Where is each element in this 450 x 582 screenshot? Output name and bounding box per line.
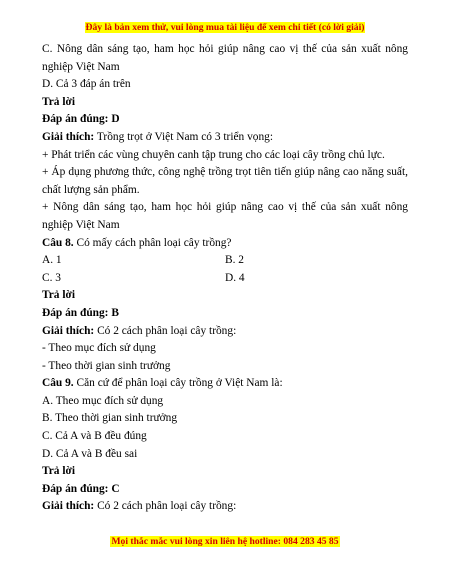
question-8-label: Câu 8. [42,236,74,249]
prev-point-1: + Phát triển các vùng chuyên canh tập trung cho các loại cây trồng chủ lực. [42,148,385,161]
q8-point-1: - Theo mục đích sử dụng [42,342,156,355]
q8-options-row-1 [42,252,408,270]
explanation-label: Giải thích: [42,500,95,513]
q8-answer-heading: Trả lời [42,289,75,302]
q9-explanation [42,498,408,516]
question-9-text: Căn cứ để phân loại cây trồng ở Việt Nam là: [73,377,283,390]
q9-option-a: A. Theo mục đích sử dụng [42,394,164,407]
question-8 [42,235,408,253]
prev-point-2: + Áp dụng phương thức, công nghệ trồng trọt tiên tiến giúp nâng cao năng suất, chất lượng sản phẩm. [42,166,408,196]
preview-notice-text: Đây là bản xem thử, vui lòng mua tài liệu để xem chi tiết (có lời giải) [85,22,365,33]
prev-correct-answer: Đáp án đúng: D [42,113,120,126]
q8-options-row-2 [42,270,408,288]
question-9 [42,375,408,393]
prev-point-3: + Nông dân sáng tạo, ham học hỏi giúp nâng cao vị thế của sản xuất nông nghiệp Việt Nam [42,201,408,231]
q9-option-c: C. Cả A và B đều đúng [42,430,147,443]
q9-answer-heading: Trả lời [42,465,75,478]
explanation-text: Có 2 cách phân loại cây trồng: [94,324,237,337]
hotline-text: Mọi thắc mắc vui lòng xin liên hệ hotline: 084 283 45 85 [111,536,339,547]
q8-option-b: B. 2 [225,254,244,267]
question-9-label: Câu 9. [42,377,74,390]
explanation-text: Có 2 cách phân loại cây trồng: [94,500,237,513]
hotline-footer-banner [0,536,450,547]
q8-option-d: D. 4 [225,271,245,284]
prev-answer-heading: Trả lời [42,95,75,108]
q8-option-a: A. 1 [42,254,62,267]
q8-option-c: C. 3 [42,271,61,284]
q8-point-2: - Theo thời gian sinh trưởng [42,359,171,372]
prev-option-c: C. Nông dân sáng tạo, ham học hỏi giúp nâng cao vị thế của sản xuất nông nghiệp Việt Nam [42,43,408,73]
prev-option-d: D. Cả 3 đáp án trên [42,78,131,91]
preview-notice-banner [0,22,450,33]
question-8-text: Có mấy cách phân loại cây trồng? [73,236,232,249]
q8-explanation [42,323,408,341]
document-body [42,41,408,516]
explanation-label: Giải thích: [42,324,95,337]
q9-option-b: B. Theo thời gian sinh trưởng [42,412,178,425]
q8-correct-answer: Đáp án đúng: B [42,306,119,319]
explanation-label: Giải thích: [42,130,95,143]
q9-correct-answer: Đáp án đúng: C [42,482,120,495]
prev-explanation [42,129,408,147]
explanation-text: Trồng trọt ở Việt Nam có 3 triển vọng: [94,130,274,143]
q9-option-d: D. Cả A và B đều sai [42,447,138,460]
